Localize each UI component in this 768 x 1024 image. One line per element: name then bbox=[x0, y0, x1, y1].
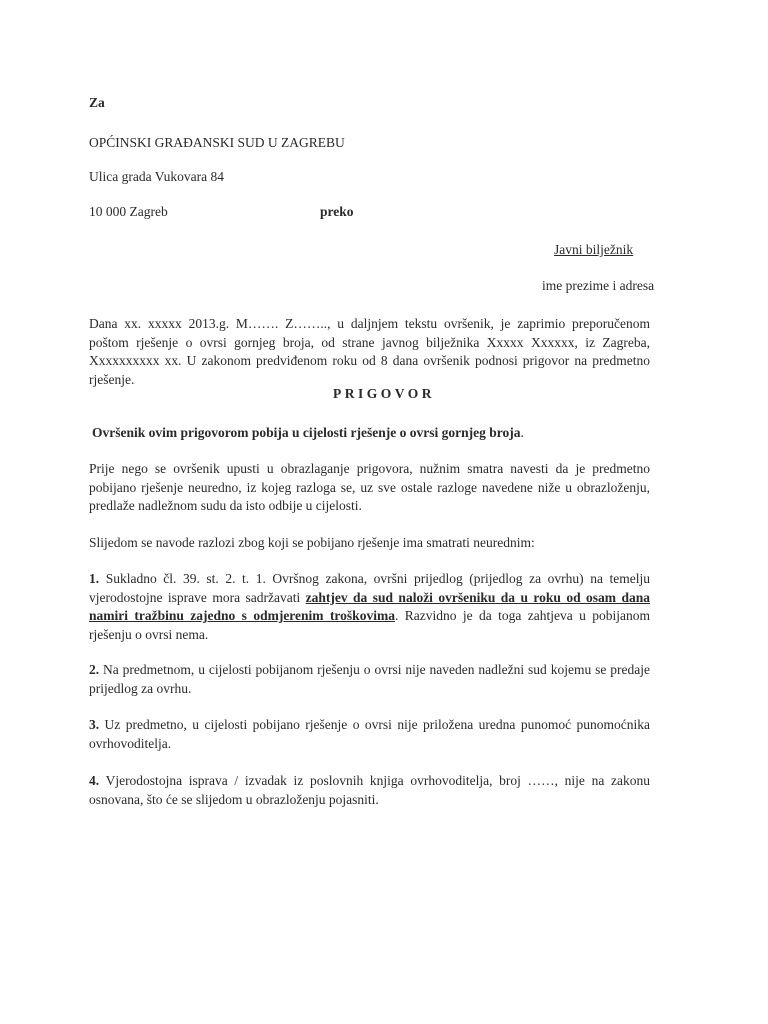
document-title: PRIGOVOR bbox=[333, 386, 435, 401]
point-number: 4. bbox=[89, 773, 100, 788]
statement-end: . bbox=[520, 425, 524, 440]
point-3 bbox=[89, 716, 650, 753]
point-text: Na predmetnom, u cijelosti pobijanom rješenju o ovrsi nije naveden nadležni sud kojemu se predaje prijedlog za ovrhu. bbox=[89, 662, 650, 696]
court-city: 10 000 Zagreb bbox=[89, 204, 168, 219]
court-street: Ulica grada Vukovara 84 bbox=[89, 169, 225, 184]
notary-address: ime prezime i adresa bbox=[542, 278, 655, 293]
addressee-label: Za bbox=[89, 95, 105, 110]
intro-paragraph: Dana xx. xxxxx 2013.g. M……. Z…….., u daljnjem tekstu ovršenik, je zaprimio preporučenom poštom rješenje o ovrsi gornjeg broja, od strane javnog bilježnika Xxxxx Xxxxxx, iz Zagreba, Xxxxxxxxxx xx. U zakonom predviđenom roku od 8 dana ovršenik podnosi prigovor na predmetno rješenje. bbox=[89, 316, 650, 387]
point-number: 1. bbox=[89, 571, 100, 586]
court-name: OPĆINSKI GRAĐANSKI SUD U ZAGREBU bbox=[89, 135, 345, 150]
point-highlight: zahtjev da sud naloži ovršeniku da u roku od osam dana namiri tražbinu zajedno s odmjerenim troškovima bbox=[89, 589, 650, 623]
point-number: 3. bbox=[89, 717, 100, 732]
point-4 bbox=[89, 772, 650, 809]
point-text: Vjerodostojna isprava / izvadak iz poslovnih knjiga ovrhovoditelja, broj ……, nije na zakonu osnovana, što će se slijedom u obrazloženju pojasniti. bbox=[89, 773, 650, 807]
statement-text: Ovršenik ovim prigovorom pobija u cijelosti rješenje o ovrsi gornjeg broja bbox=[92, 425, 521, 440]
point-number: 2. bbox=[89, 662, 100, 677]
preface-paragraph: Prije nego se ovršenik upusti u obrazlaganje prigovora, nužnim smatra navesti da je predmetno pobijano rješenje neuredno, iz kojeg razloga se, uz sve ostale razloge navedene niže u obrazloženju, predlaže nadležnom sudu da isto odbije u cijelosti. bbox=[89, 461, 650, 513]
notary-title: Javni bilježnik bbox=[554, 242, 634, 257]
point-2 bbox=[89, 661, 650, 698]
via-label: preko bbox=[320, 204, 354, 219]
statement-paragraph bbox=[89, 424, 650, 443]
point-1 bbox=[89, 570, 650, 644]
reasons-intro: Slijedom se navode razlozi zbog koji se pobijano rješenje ima smatrati neurednim: bbox=[89, 535, 535, 550]
point-text-end: . Razvidno je da toga zahtjeva u pobijanom rješenju o ovrsi nema. bbox=[89, 608, 650, 642]
point-text: Uz predmetno, u cijelosti pobijano rješenje o ovrsi nije priložena uredna punomoć punomoćnika ovrhovoditelja. bbox=[89, 717, 650, 751]
point-text: Sukladno čl. 39. st. 2. t. 1. Ovršnog zakona, ovršni prijedlog (prijedlog za ovrhu) na temelju vjerodostojne isprave mora sadržavati bbox=[89, 571, 650, 605]
